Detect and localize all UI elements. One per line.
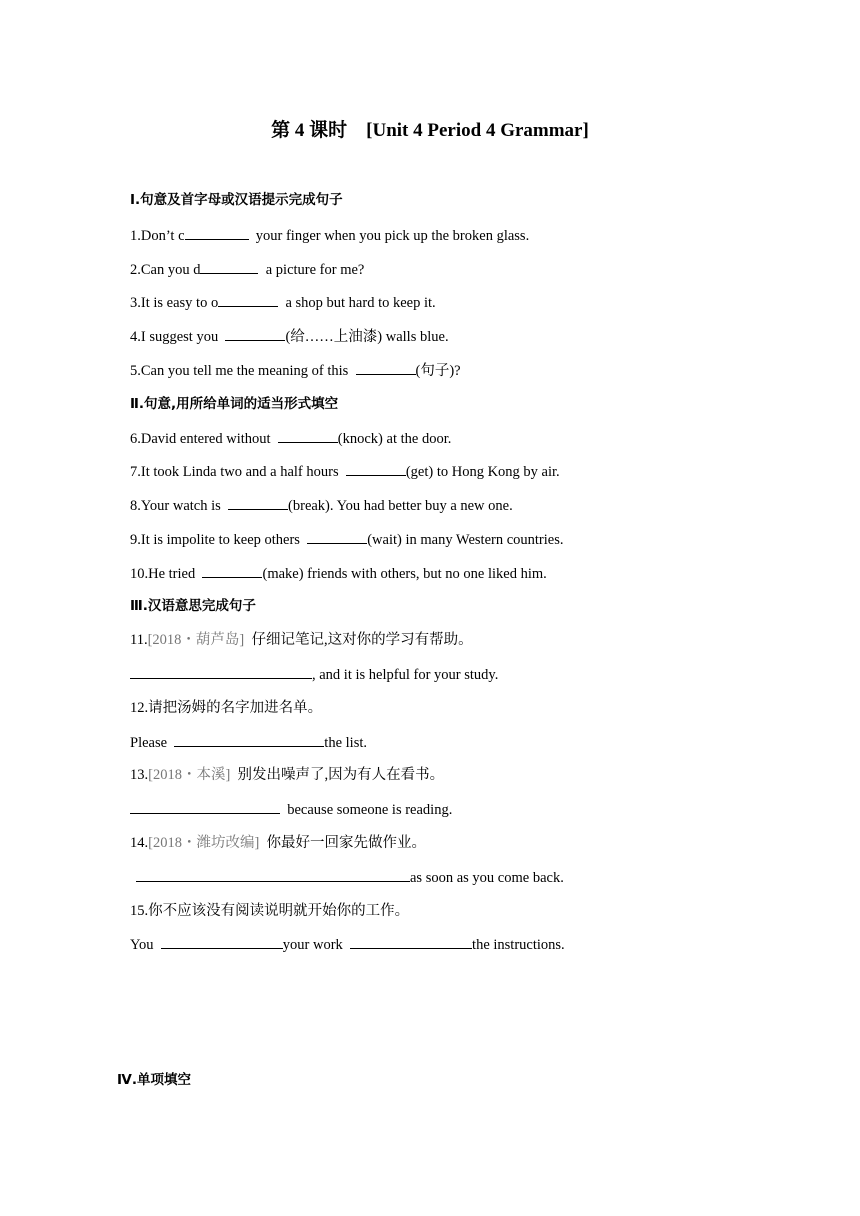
section-3-heading: Ⅲ.汉语意思完成句子 xyxy=(130,598,256,614)
answer-blank[interactable] xyxy=(130,799,280,814)
question-8 xyxy=(130,495,513,516)
question-13-prompt xyxy=(130,765,444,785)
section-1-heading: Ⅰ.句意及首字母或汉语提示完成句子 xyxy=(130,192,343,208)
question-11-answer xyxy=(130,664,498,685)
q11-chinese: 仔细记笔记,这对你的学习有帮助。 xyxy=(244,632,473,648)
q8-text-b: (break). You had better buy a new one. xyxy=(288,498,513,514)
page-title: 第 4 课时 [Unit 4 Period 4 Grammar] xyxy=(271,120,589,141)
question-7 xyxy=(130,461,560,482)
q4-text-b: (给……上油漆) walls blue. xyxy=(285,329,449,345)
q13-chinese: 别发出噪声了,因为有人在看书。 xyxy=(230,767,445,783)
question-15-answer xyxy=(130,934,565,955)
q3-text-a: 3.It is easy to o xyxy=(130,295,219,311)
q12-text-b: the list. xyxy=(324,735,367,751)
q6-text-b: (knock) at the door. xyxy=(337,431,452,447)
question-9 xyxy=(130,529,563,550)
q13-number: 13. xyxy=(130,767,149,783)
q3-text-b: a shop but hard to keep it. xyxy=(278,295,436,311)
q1-text-b: your finger when you pick up the broken glass. xyxy=(248,228,530,244)
question-2 xyxy=(130,259,364,280)
question-4 xyxy=(130,326,449,347)
q14-number: 14. xyxy=(130,835,149,851)
section-2-heading: Ⅱ.句意,用所给单词的适当形式填空 xyxy=(130,396,339,412)
q13-english: because someone is reading. xyxy=(280,802,453,818)
answer-blank[interactable] xyxy=(225,326,285,341)
question-12-answer xyxy=(130,732,367,753)
q14-chinese: 你最好一回家先做作业。 xyxy=(259,835,427,851)
answer-blank[interactable] xyxy=(218,292,278,307)
question-3 xyxy=(130,292,436,313)
q9-text-a: 9.It is impolite to keep others xyxy=(130,532,308,548)
q9-text-b: (wait) in many Western countries. xyxy=(367,532,564,548)
question-11-prompt xyxy=(130,630,473,650)
answer-blank[interactable] xyxy=(161,934,283,949)
answer-blank[interactable] xyxy=(130,664,312,679)
q13-source: [2018・本溪] xyxy=(148,767,231,783)
q2-text-b: a picture for me? xyxy=(258,262,365,278)
q11-english: , and it is helpful for your study. xyxy=(312,667,499,683)
q8-text-a: 8.Your watch is xyxy=(130,498,229,514)
q7-text-a: 7.It took Linda two and a half hours xyxy=(130,464,346,480)
answer-blank[interactable] xyxy=(228,495,288,510)
question-12-prompt: 12.请把汤姆的名字加进名单。 xyxy=(130,700,323,716)
answer-blank[interactable] xyxy=(307,529,367,544)
answer-blank[interactable] xyxy=(202,563,262,578)
question-6 xyxy=(130,428,451,449)
answer-blank[interactable] xyxy=(346,461,406,476)
question-10 xyxy=(130,563,547,584)
answer-blank[interactable] xyxy=(185,225,249,240)
answer-blank[interactable] xyxy=(278,428,338,443)
q11-number: 11. xyxy=(130,632,148,648)
question-5 xyxy=(130,360,461,381)
q15-text-a: You xyxy=(130,937,161,953)
q6-text-a: 6.David entered without xyxy=(130,431,278,447)
q2-text-a: 2.Can you d xyxy=(130,262,201,278)
answer-blank[interactable] xyxy=(136,867,410,882)
question-15-prompt: 15.你不应该没有阅读说明就开始你的工作。 xyxy=(130,903,410,919)
q15-text-b: your work xyxy=(282,937,351,953)
answer-blank[interactable] xyxy=(200,259,258,274)
question-13-answer xyxy=(130,799,452,820)
answer-blank[interactable] xyxy=(356,360,416,375)
answer-blank[interactable] xyxy=(350,934,472,949)
q14-english: as soon as you come back. xyxy=(410,870,564,886)
q7-text-b: (get) to Hong Kong by air. xyxy=(405,464,560,480)
question-1 xyxy=(130,225,529,246)
q14-source: [2018・潍坊改编] xyxy=(148,835,260,851)
section-4-heading: Ⅳ.单项填空 xyxy=(117,1072,191,1088)
q11-source: [2018・葫芦岛] xyxy=(147,632,245,648)
question-14-answer xyxy=(136,867,564,888)
q1-text-a: 1.Don’t c xyxy=(130,228,185,244)
q5-text-a: 5.Can you tell me the meaning of this xyxy=(130,363,356,379)
q12-text-a: Please xyxy=(130,735,175,751)
question-14-prompt xyxy=(130,833,426,853)
q15-text-c: the instructions. xyxy=(472,937,565,953)
answer-blank[interactable] xyxy=(174,732,324,747)
q10-text-a: 10.He tried xyxy=(130,566,203,582)
q10-text-b: (make) friends with others, but no one liked him. xyxy=(262,566,547,582)
q5-text-b: (句子)? xyxy=(415,363,461,379)
q4-text-a: 4.I suggest you xyxy=(130,329,226,345)
